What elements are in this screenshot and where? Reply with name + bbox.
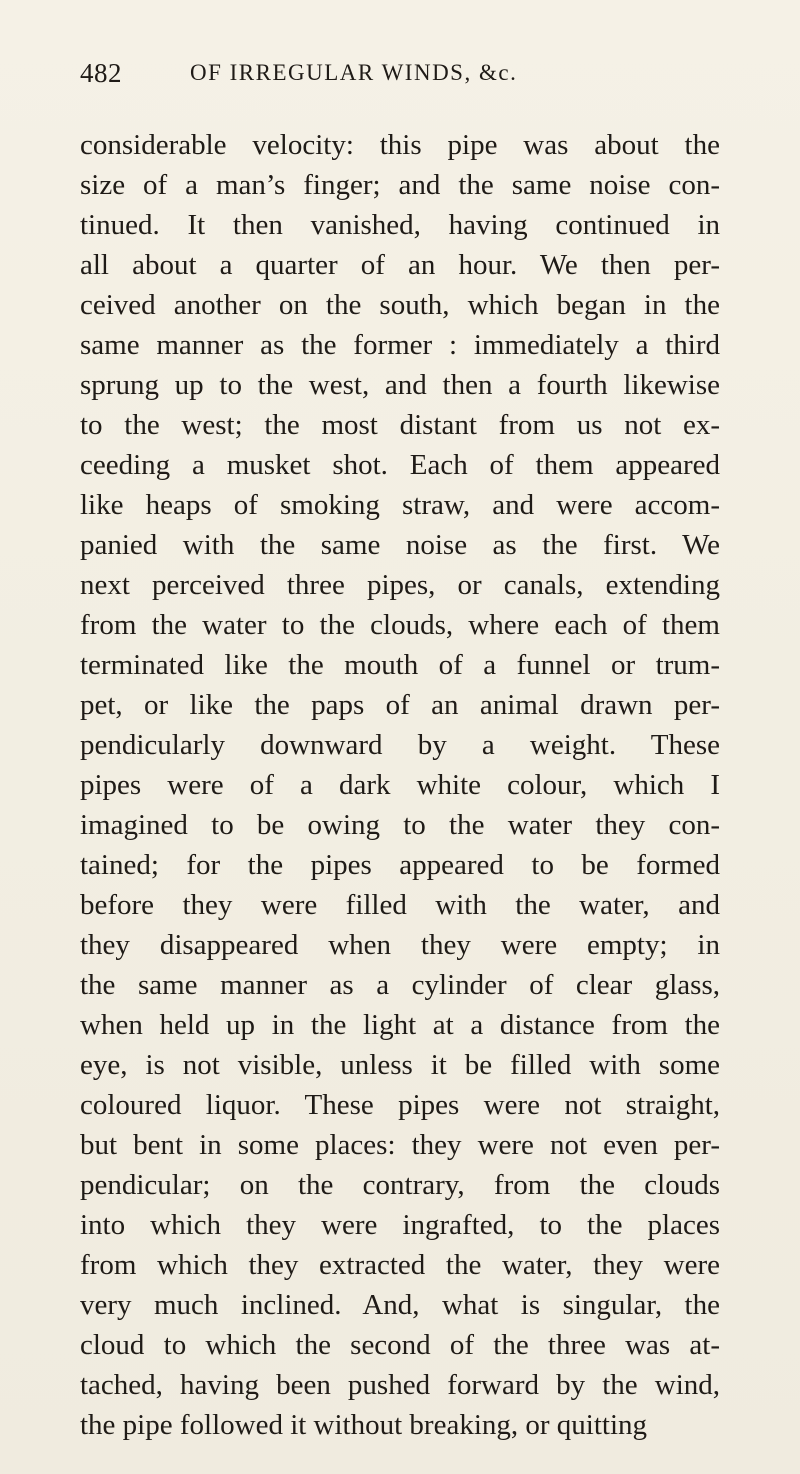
text-line: tached, having been pushed forward by the wind, bbox=[80, 1369, 720, 1401]
text-line: pendicular; on the contrary, from the clouds bbox=[80, 1169, 720, 1201]
page-number: 482 bbox=[80, 58, 122, 88]
page-header bbox=[80, 58, 720, 102]
text-line: the same manner as a cylinder of clear glass, bbox=[80, 969, 720, 1001]
text-line: pipes were of a dark white colour, which I bbox=[80, 769, 720, 801]
text-line: considerable velocity: this pipe was about the bbox=[80, 129, 720, 161]
text-line: to the west; the most distant from us not ex- bbox=[80, 409, 720, 441]
text-line: panied with the same noise as the first. We bbox=[80, 529, 720, 561]
text-line: coloured liquor. These pipes were not straight, bbox=[80, 1089, 720, 1121]
text-line: size of a man’s finger; and the same noise con- bbox=[80, 169, 720, 201]
text-line: pet, or like the paps of an animal drawn per- bbox=[80, 689, 720, 721]
text-line: ceeding a musket shot. Each of them appeared bbox=[80, 449, 720, 481]
text-line: from the water to the clouds, where each of them bbox=[80, 609, 720, 641]
running-head: OF IRREGULAR WINDS, &c. bbox=[190, 60, 518, 85]
text-line: the pipe followed it without breaking, or quitting bbox=[80, 1409, 648, 1441]
text-line: tained; for the pipes appeared to be formed bbox=[80, 849, 720, 881]
text-line: all about a quarter of an hour. We then per- bbox=[80, 249, 720, 281]
text-line: like heaps of smoking straw, and were accom- bbox=[80, 489, 720, 521]
text-line: next perceived three pipes, or canals, extending bbox=[80, 569, 720, 601]
text-line: pendicularly downward by a weight. These bbox=[80, 729, 720, 761]
text-line: imagined to be owing to the water they con- bbox=[80, 809, 720, 841]
text-line: they disappeared when they were empty; in bbox=[80, 929, 720, 961]
text-line: eye, is not visible, unless it be filled with some bbox=[80, 1049, 720, 1081]
text-line: sprung up to the west, and then a fourth likewise bbox=[80, 369, 720, 401]
text-line: very much inclined. And, what is singular, the bbox=[80, 1289, 720, 1321]
text-line: into which they were ingrafted, to the places bbox=[80, 1209, 720, 1241]
text-line: same manner as the former : immediately a third bbox=[80, 329, 720, 361]
text-line: tinued. It then vanished, having continued in bbox=[80, 209, 720, 241]
text-line: before they were filled with the water, and bbox=[80, 889, 720, 921]
text-line: but bent in some places: they were not even per- bbox=[80, 1129, 720, 1161]
text-line: from which they extracted the water, they were bbox=[80, 1249, 720, 1281]
text-line: when held up in the light at a distance from the bbox=[80, 1009, 720, 1041]
text-line: ceived another on the south, which began in the bbox=[80, 289, 720, 321]
text-line: terminated like the mouth of a funnel or trum- bbox=[80, 649, 720, 681]
text-line: cloud to which the second of the three was at- bbox=[80, 1329, 720, 1361]
